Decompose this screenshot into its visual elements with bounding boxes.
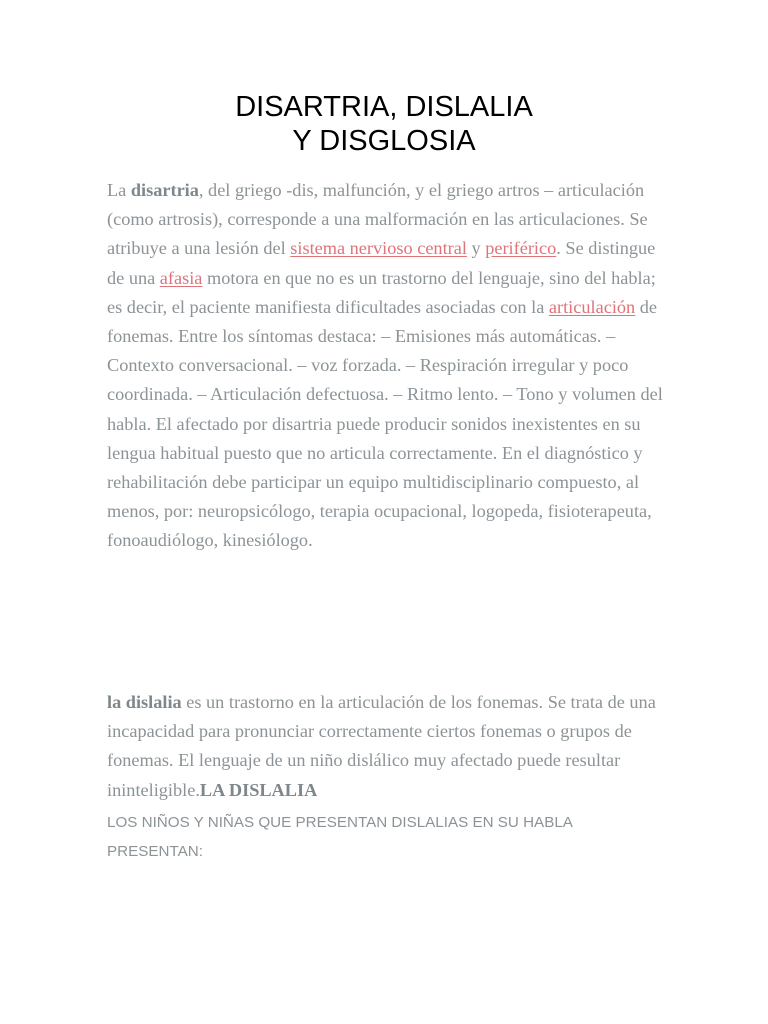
text-run: de fonemas. Entre los síntomas destaca: – Emisiones más automáticas. – Contexto conversacional. – voz forzada. – Respiración irregular y poco coordinada. – Articulación defectuosa. – Ritmo lento. – Tono y volumen del habla. El afectado por disartria puede producir sonidos inexistentes en su lengua habitual puesto que no articula correctamente. En el diagnóstico y rehabilitación debe participar un equipo multidisciplinario compuesto, al menos, por: neuropsicólogo, terapia ocupacional, logopeda, fisioterapeuta, fonoaudiólogo, kinesiólogo. [107,296,663,551]
disartria-paragraph [107,176,667,556]
page-title [0,90,768,158]
link-articulacion[interactable]: articulación [548,296,636,317]
text-run: es un trastorno en la articulación de los fonemas. Se trata de una incapacidad para pronunciar correctamente ciertos fonemas o grupos de fonemas. El lenguaje de un niño dislálico muy afectado puede resultar ininteligible. [107,692,656,800]
text-run: motora en que no es un trastorno del lenguaje, sino del habla; es decir, el paciente manifiesta dificultades asociadas con la [107,267,656,317]
link-periferico[interactable]: periférico [485,238,557,259]
text-run: , del griego -dis, malfunción, y el griego artros – articulación (como artrosis), corresponde a una malformación en las articulaciones. Se atribuye a una lesión del [107,180,648,259]
dislalia-caps-line: LOS NIÑOS Y NIÑAS QUE PRESENTAN DISLALIAS EN SU HABLA PRESENTAN: [107,814,573,860]
link-sistema-nervioso-central[interactable]: sistema nervioso central [290,238,467,259]
heading-la-dislalia: LA DISLALIA [199,779,318,800]
term-dislalia: la dislalia [107,692,182,712]
title-line-1: DISARTRIA, DISLALIA [235,91,533,123]
title-line-2: Y DISGLOSIA [292,125,476,157]
text-run: La [107,180,131,200]
text-run: y [466,238,486,259]
term-disartria: disartria [130,180,199,200]
dislalia-paragraph [107,688,667,805]
link-afasia[interactable]: afasia [159,267,203,288]
text-run: . Se distingue de una [107,238,656,288]
